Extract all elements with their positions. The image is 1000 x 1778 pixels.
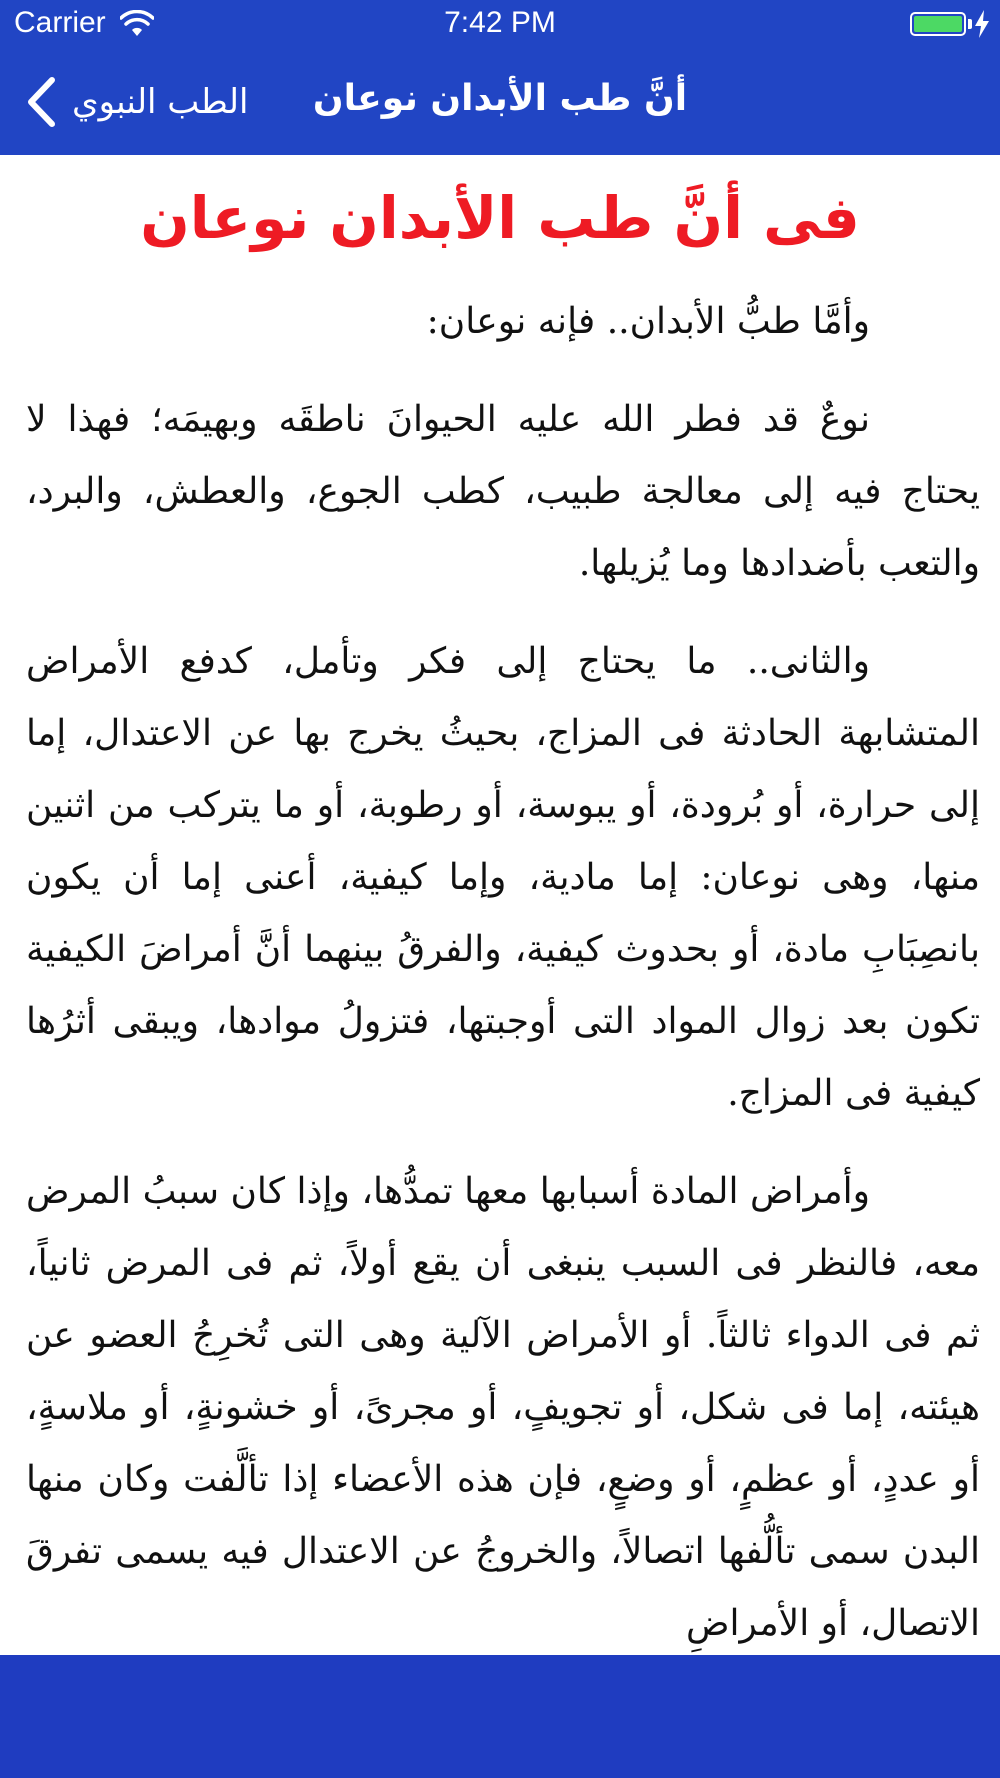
back-button-label: الطب النبوي (72, 82, 249, 122)
article-scroll-view[interactable] (0, 155, 1000, 1655)
battery-level (914, 16, 962, 32)
charging-bolt-icon (974, 10, 990, 38)
battery-icon (910, 12, 966, 36)
carrier-label: Carrier (14, 6, 106, 39)
back-button[interactable] (24, 74, 248, 130)
top-bar (0, 0, 1000, 155)
battery-tip (968, 19, 972, 29)
article-body (0, 286, 1000, 1655)
clock: 7:42 PM (444, 6, 556, 39)
status-bar (0, 0, 1000, 50)
nav-title: أنَّ طب الأبدان نوعان (312, 78, 688, 119)
article-heading: فى أنَّ طب الأبدان نوعان (140, 184, 860, 252)
article-paragraph: نوعٌ قد فطر الله عليه الحيوانَ ناطقَه وبهيمَه؛ فهذا لا يحتاج فيه إلى معالجة طبيب، كطب الجوع، والعطش، والبرد، والتعب بأضدادها وما يُزيلها. (26, 399, 980, 585)
article-paragraph: والثانى.. ما يحتاج إلى فكر وتأمل، كدفع الأمراض المتشابهة الحادثة فى المزاج، بحيثُ يخرج بها عن الاعتدال، إما إلى حرارة، أو بُرودة، أو يبوسة، أو رطوبة، أو ما يتركب من اثنين منها، وهى نوعان: إما مادية، وإما كيفية، أعنى إما أن يكون بانصِبَابِ مادة، أو بحدوث كيفية، والفرقُ بينهما أنَّ أمراضَ الكيفية تكون بعد زوال المواد التى أوجبتها، فتزولُ موادها، ويبقى أثرُها كيفية فى المزاج. (26, 641, 980, 1115)
chevron-left-icon (24, 76, 58, 128)
bottom-toolbar (0, 1655, 1000, 1778)
article-paragraph: وأمَّا طبُّ الأبدان.. فإنه نوعان: (426, 301, 870, 343)
article-paragraph: وأمراض المادة أسبابها معها تمدُّها، وإذا كان سببُ المرض معه، فالنظر فى السبب ينبغى أن يقع أولاً، ثم فى المرض ثانياً، ثم فى الدواء ثالثاً. أو الأمراض الآلية وهى التى تُخرِجُ العضو عن هيئته، إما فى شكل، أو تجويفٍ، أو مجرىً، أو خشونةٍ، أو ملاسةٍ، أو عددٍ، أو عظمٍ، أو وضعٍ، فإن هذه الأعضاء إذا تألَّفت وكان منها البدن سمى تألُّفها اتصالاً، والخروجُ عن الاعتدال فيه يسمى تفرقَ الاتصال، أو الأمراضِ (26, 1171, 980, 1645)
navigation-bar (0, 50, 1000, 155)
